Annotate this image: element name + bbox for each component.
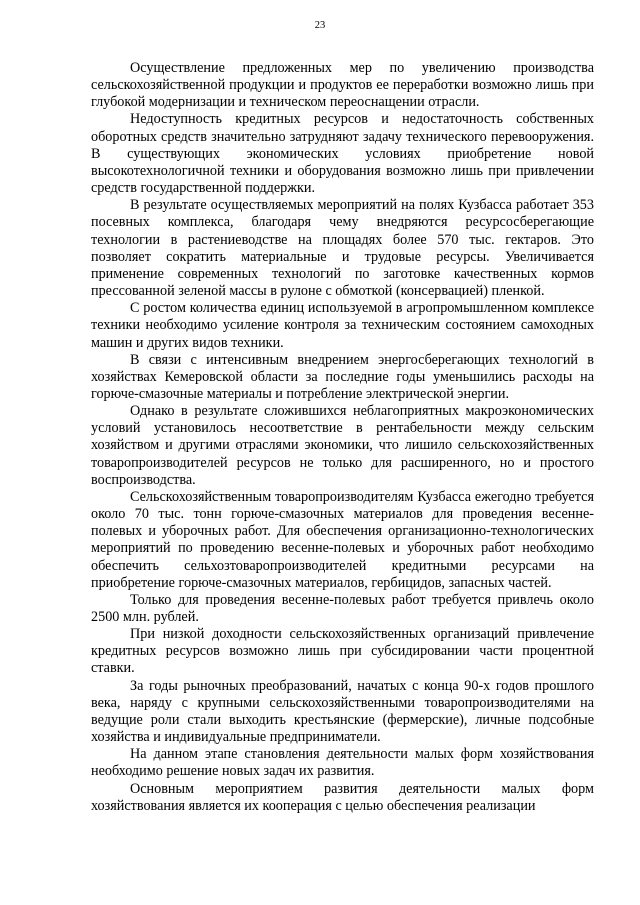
paragraph-1: Осуществление предложенных мер по увеличению производства сельскохозяйственной продукции и продуктов ее переработки возможно лишь при глубокой модернизации и техническом переоснащении отрасли. <box>91 60 594 111</box>
page-number: 23 <box>314 20 326 31</box>
paragraph-5: В связи с интенсивным внедрением энергосберегающих технологий в хозяйствах Кемеровской области за последние годы уменьшились расходы на горюче-смазочные материалы и потребление электрической энергии. <box>91 351 594 402</box>
body-text <box>91 60 594 815</box>
paragraph-7: Сельскохозяйственным товаропроизводителям Кузбасса ежегодно требуется около 70 тыс. тонн горюче-смазочных материалов для проведения весенне-полевых и уборочных работ. Для обеспечения организационно-технологических мероприятий по проведению весенне-полевых и уборочных работ необходимо обеспечить сельхозтоваропроизводителей кредитными ресурсами на приобретение горюче-смазочных материалов, гербицидов, запасных частей. <box>91 488 594 591</box>
paragraph-4: С ростом количества единиц используемой в агропромышленном комплексе техники необходимо усиление контроля за техническим состоянием самоходных машин и других видов техники. <box>91 300 594 351</box>
paragraph-9: При низкой доходности сельскохозяйственных организаций привлечение кредитных ресурсов возможно лишь при субсидировании части процентной ставки. <box>91 626 594 677</box>
paragraph-12: Основным мероприятием развития деятельности малых форм хозяйствования является их кооперация с целью обеспечения реализации <box>91 780 594 814</box>
paragraph-6: Однако в результате сложившихся неблагоприятных макроэкономических условий установилось несоответствие в рентабельности между сельским хозяйством и другими отраслями экономики, что лишило сельскохозяйственных товаропроизводителей ресурсов не только для расширенного, но и простого воспроизводства. <box>91 403 594 488</box>
paragraph-10: За годы рыночных преобразований, начатых с конца 90-х годов прошлого века, наряду с крупными сельскохозяйственными товаропроизводителями на ведущие роли стали выходить крестьянские (фермерские), личные подсобные хозяйства и индивидуальные предприниматели. <box>91 677 594 746</box>
paragraph-8: Только для проведения весенне-полевых работ требуется привлечь около 2500 млн. рублей. <box>91 591 594 625</box>
paragraph-2: Недоступность кредитных ресурсов и недостаточность собственных оборотных средств значительно затрудняют задачу технического перевооружения. В существующих экономических условиях приобретение новой высокотехнологичной техники и оборудования возможно лишь при привлечении средств государственной поддержки. <box>91 111 594 197</box>
paragraph-11: На данном этапе становления деятельности малых форм хозяйствования необходимо решение новых задач их развития. <box>91 746 594 780</box>
paragraph-3: В результате осуществляемых мероприятий на полях Кузбасса работает 353 посевных комплекса, благодаря чему внедряются ресурсосберегающие технологии в растениеводстве на площадях более 570 тыс. гектаров. Это позволяет сократить материальные и трудовые ресурсы. Увеличивается применение современных технологий по заготовке качественных кормов прессованной зеленой массы в рулоне с обмоткой (консервацией) пленкой. <box>91 197 594 300</box>
